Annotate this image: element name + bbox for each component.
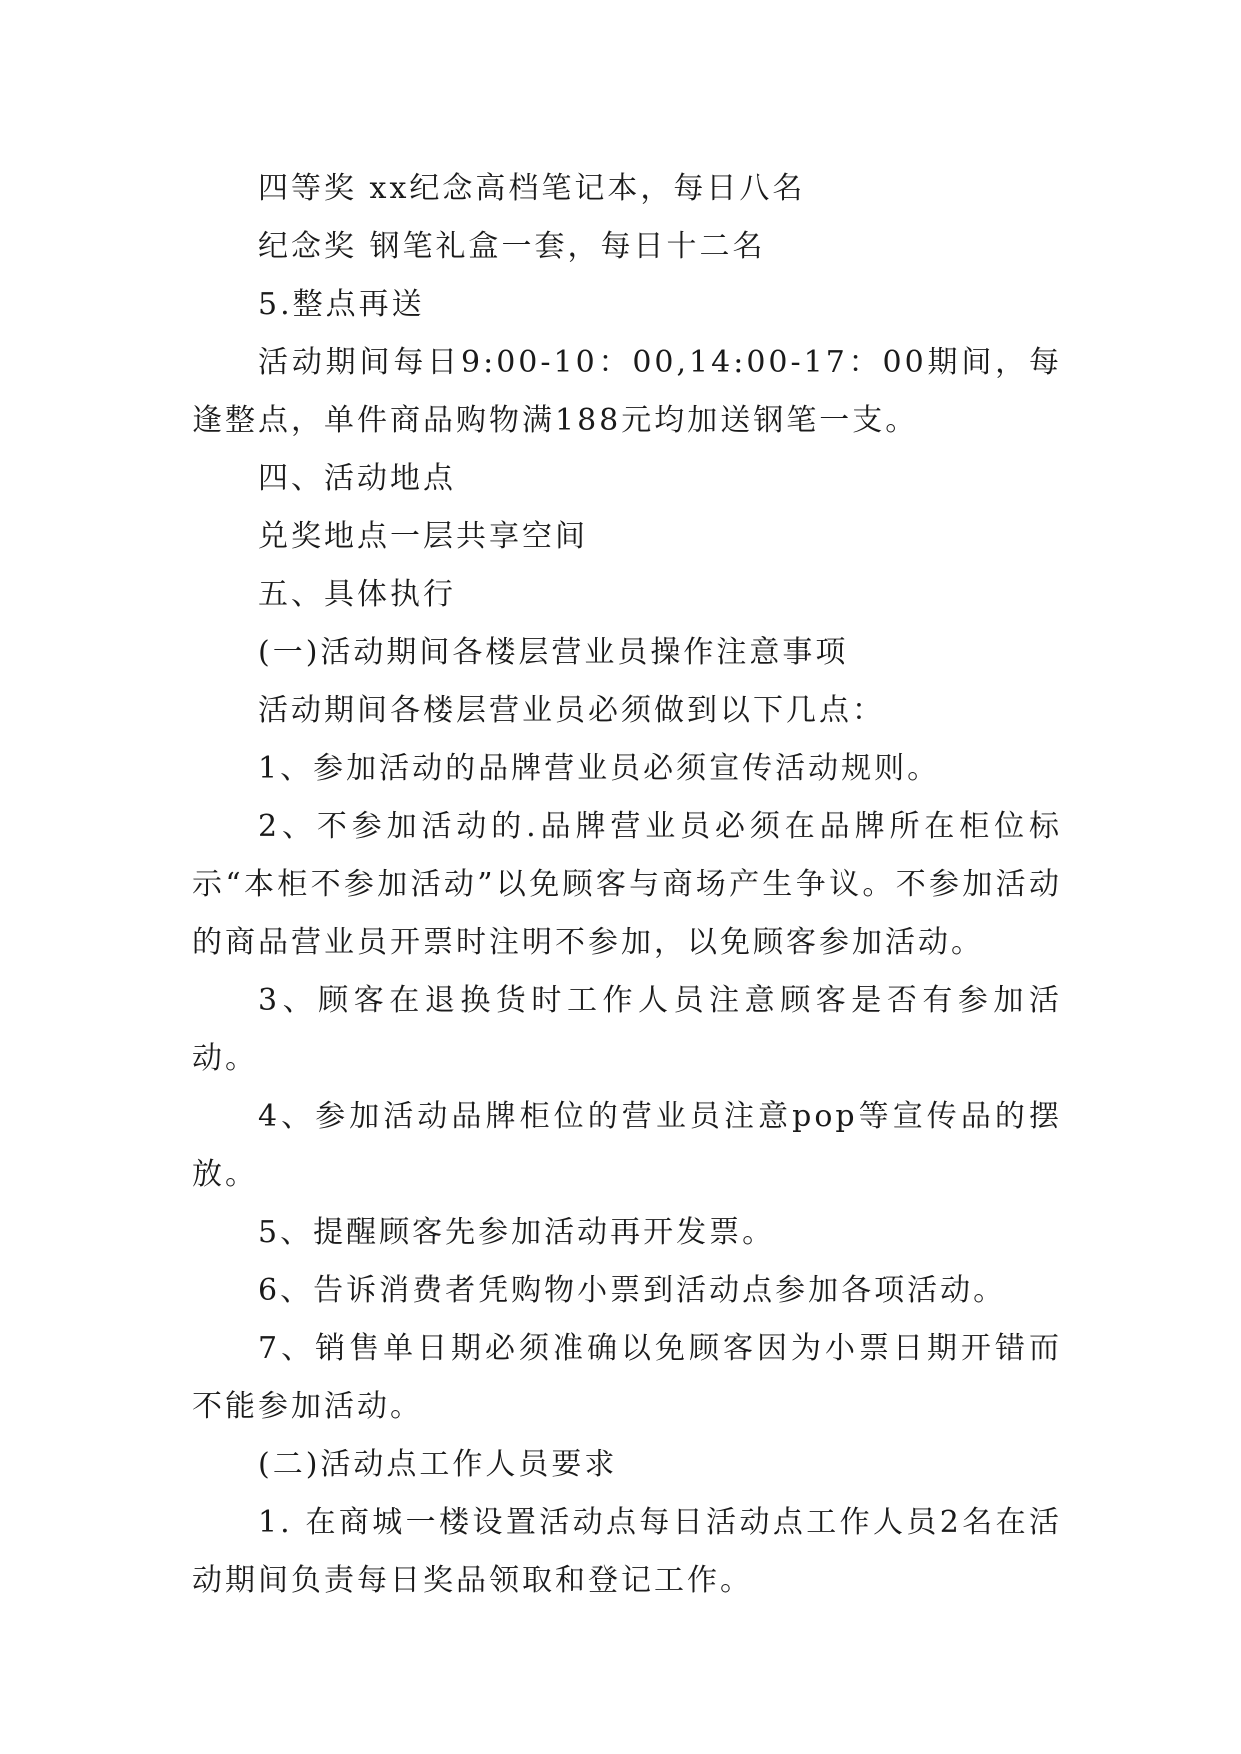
paragraph-activity-staff-1: 1. 在商城一楼设置活动点每日活动点工作人员2名在活动期间负责每日奖品领取和登记工作。 xyxy=(192,1505,1062,1598)
paragraph-staff-intro: 活动期间各楼层营业员必须做到以下几点： xyxy=(258,693,885,728)
subheading-staff-notes: (一)活动期间各楼层营业员操作注意事项 xyxy=(258,635,849,670)
list-item-7: 7、销售单日期必须准确以免顾客因为小票日期开错而不能参加活动。 xyxy=(192,1331,1062,1424)
section-heading-location: 四、活动地点 xyxy=(258,461,456,496)
paragraph-location: 兑奖地点一层共享空间 xyxy=(258,519,588,554)
list-item-2: 2、不参加活动的.品牌营业员必须在品牌所在柜位标示“本柜不参加活动”以免顾客与商场产生争议。不参加活动的商品营业员开票时注明不参加，以免顾客参加活动。 xyxy=(192,809,1062,960)
subheading-activity-staff: (二)活动点工作人员要求 xyxy=(258,1447,618,1482)
list-item-4: 4、参加活动品牌柜位的营业员注意pop等宣传品的摆放。 xyxy=(192,1099,1062,1192)
paragraph-souvenir-prize: 纪念奖 钢笔礼盒一套，每日十二名 xyxy=(258,229,766,264)
paragraph-hourly-gift-heading: 5.整点再送 xyxy=(258,287,425,322)
list-item-5: 5、提醒顾客先参加活动再开发票。 xyxy=(258,1215,776,1250)
list-item-1: 1、参加活动的品牌营业员必须宣传活动规则。 xyxy=(258,751,941,786)
paragraph-fourth-prize: 四等奖 xx纪念高档笔记本，每日八名 xyxy=(258,171,806,206)
document-body xyxy=(192,160,1062,1610)
list-item-6: 6、告诉消费者凭购物小票到活动点参加各项活动。 xyxy=(258,1273,1007,1308)
paragraph-hourly-gift-detail: 活动期间每日9:00-10：00,14:00-17：00期间，每逢整点，单件商品购物满188元均加送钢笔一支。 xyxy=(192,345,1062,438)
section-heading-execution: 五、具体执行 xyxy=(258,577,456,612)
list-item-3: 3、顾客在退换货时工作人员注意顾客是否有参加活动。 xyxy=(192,983,1062,1076)
